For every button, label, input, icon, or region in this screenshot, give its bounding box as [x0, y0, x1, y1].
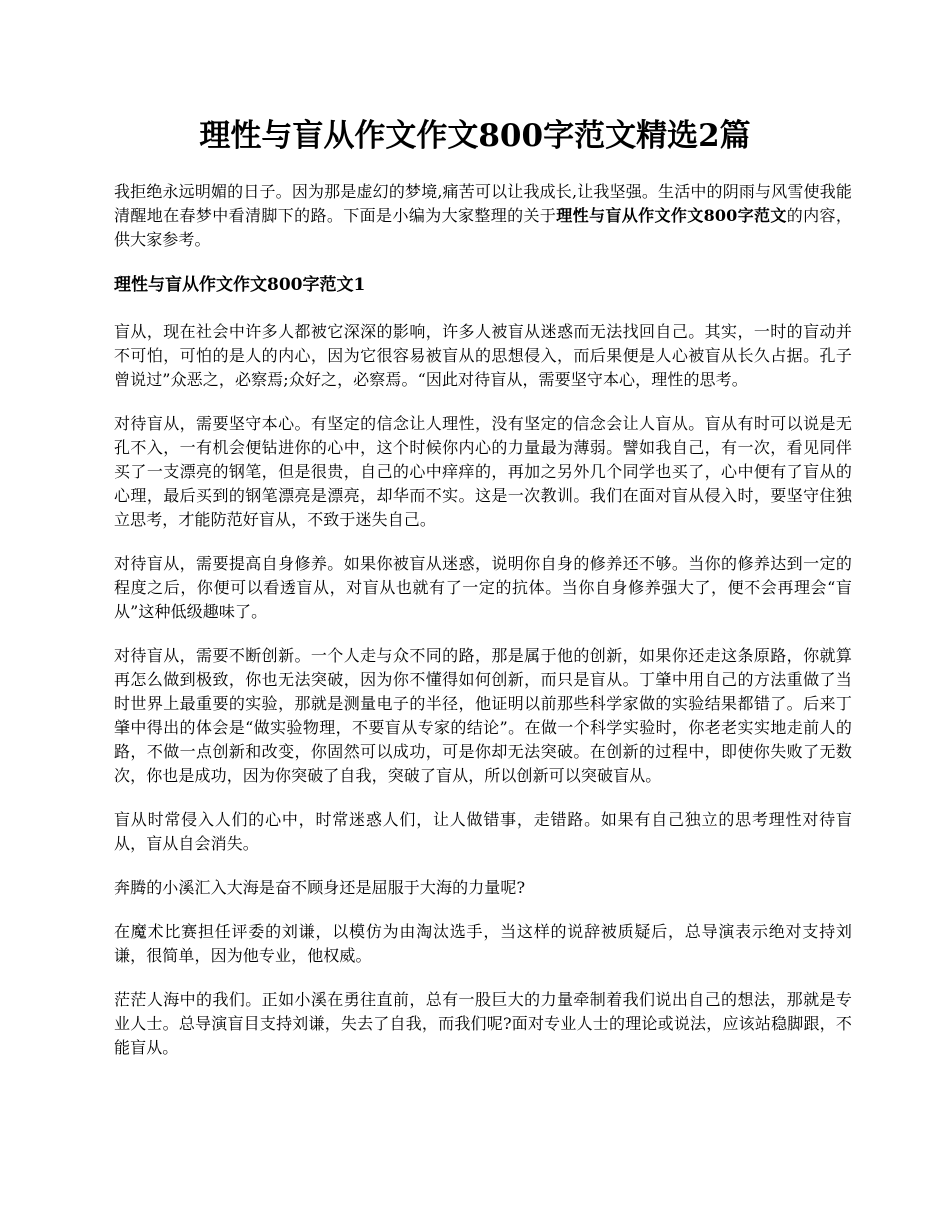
document-title: 理性与盲从作文作文800字范文精选2篇: [199, 118, 751, 154]
body-paragraph-7: 在魔术比赛担任评委的刘谦，以模仿为由淘汰选手，当这样的说辞被质疑后，总导演表示绝对支持刘谦，很简单，因为他专业，他权威。: [114, 922, 852, 965]
body-paragraph-1: 盲从，现在社会中许多人都被它深深的影响，许多人被盲从迷惑而无法找回自己。其实，一时的盲动并不可怕，可怕的是人的内心，因为它很容易被盲从的思想侵入，而后果便是人心被盲从长久占据。孔子曾说过”众恶之，必察焉;众好之，必察焉。“因此对待盲从，需要坚守本心，理性的思考。: [114, 322, 852, 389]
body-paragraph-5: 盲从时常侵入人们的心中，时常迷惑人们，让人做错事，走错路。如果有自己独立的思考理性对待盲从，盲从自会消失。: [114, 810, 852, 853]
section-heading: 理性与盲从作文作文800字范文1: [114, 275, 366, 295]
intro-text-end: 的内容，供大家参考。: [114, 206, 853, 249]
body-paragraph-4: 对待盲从，需要不断创新。一个人走与众不同的路，那是属于他的创新，如果你还走这条原路，你就算再怎么做到极致，你也无法突破，因为你不懂得如何创新，而只是盲从。丁肇中用自己的方法重做了当时世界上最重要的实验，那就是测量电子的半径，他证明以前那些科学家做的实验结果都错了。后来丁肇中得出的体会是“做实验物理，不要盲从专家的结论”。在做一个科学实验时，你老老实实地走前人的路，不做一点创新和改变，你固然可以成功，可是你却无法突破。在创新的过程中，即使你失败了无数次，你也是成功，因为你突破了自我，突破了盲从，所以创新可以突破盲从。: [114, 646, 852, 785]
body-paragraph-6: 奔腾的小溪汇入大海是奋不顾身还是屈服于大海的力量呢?: [114, 878, 526, 897]
body-paragraph-2: 对待盲从，需要坚守本心。有坚定的信念让人理性，没有坚定的信念会让人盲从。盲从有时可以说是无孔不入，一有机会便钻进你的心中，这个时候你内心的力量最为薄弱。譬如我自己，有一次，看见同伴买了一支漂亮的钢笔，但是很贵，自己的心中痒痒的，再加之另外几个同学也买了，心中便有了盲从的心理，最后买到的钢笔漂亮是漂亮，却华而不实。这是一次教训。我们在面对盲从侵入时，要坚守住独立思考，才能防范好盲从，不致于迷失自己。: [114, 414, 852, 529]
intro-text: 我拒绝永远明媚的日子。因为那是虚幻的梦境,痛苦可以让我成长,让我坚强。生活中的阴雨与风雪使我能清醒地在春梦中看清脚下的路。下面是小编为大家整理的关于: [114, 182, 852, 225]
intro-bold-topic: 理性与盲从作文作文800字范文: [556, 206, 787, 225]
body-paragraph-3: 对待盲从，需要提高自身修养。如果你被盲从迷惑，说明你自身的修养还不够。当你的修养达到一定的程度之后，你便可以看透盲从，对盲从也就有了一定的抗体。当你自身修养强大了，便不会再理会“盲从”这种低级趣味了。: [114, 554, 852, 621]
intro-paragraph: [114, 180, 852, 252]
body-paragraph-8: 茫茫人海中的我们。正如小溪在勇往直前，总有一股巨大的力量牵制着我们说出自己的想法，那就是专业人士。总导演盲目支持刘谦，失去了自我，而我们呢?面对专业人士的理论或说法，应该站稳脚跟，不能盲从。: [114, 990, 852, 1057]
document-body: [114, 180, 852, 1080]
